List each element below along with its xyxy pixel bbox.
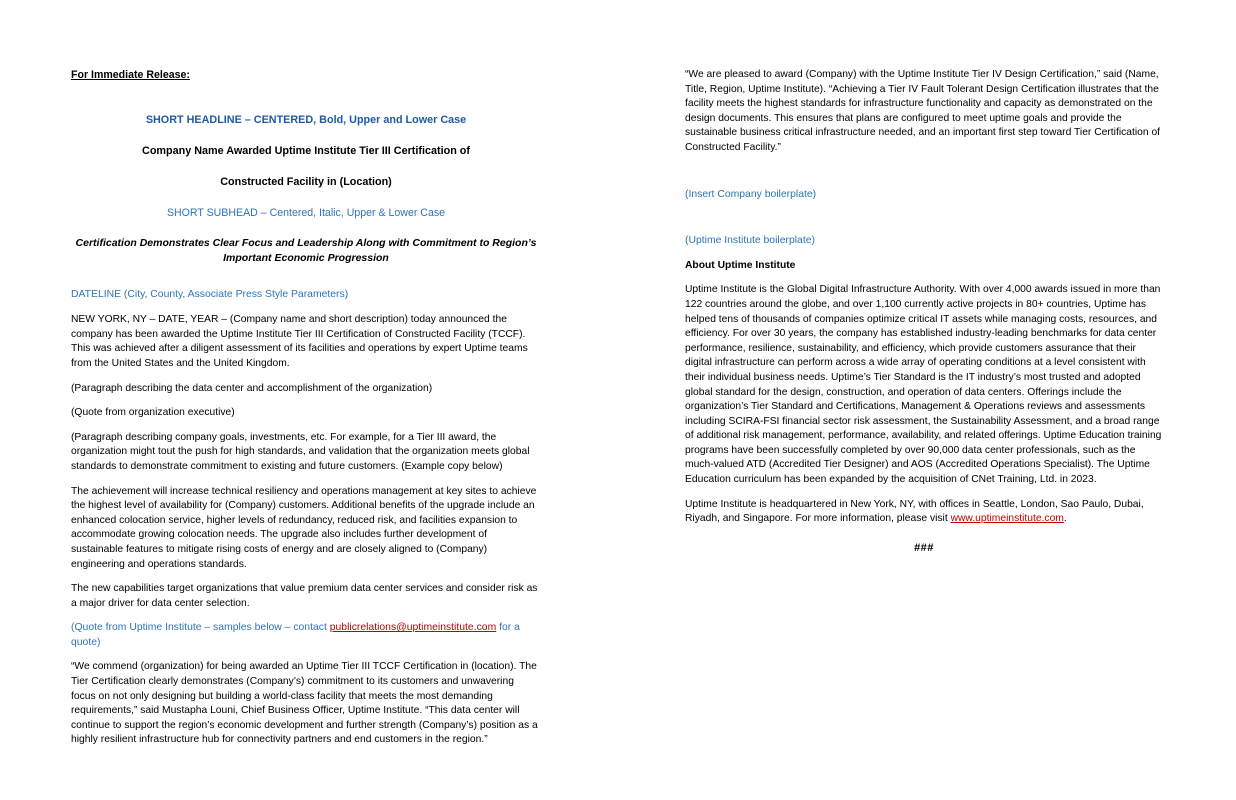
public-relations-email-link[interactable]: publicrelations@uptimeinstitute.com <box>329 622 497 634</box>
two-column-layout <box>0 68 1236 758</box>
headline-placeholder: SHORT HEADLINE – CENTERED, Bold, Upper and Lower Case <box>145 113 467 126</box>
uptime-quote-note-prefix: (Quote from Uptime Institute – samples below – contact <box>71 622 330 634</box>
end-of-release-mark: ### <box>914 541 934 554</box>
uptime-quote-note-suffix: for a quote) <box>71 622 520 648</box>
company-boilerplate-note: (Insert Company boilerplate) <box>685 188 817 200</box>
dateline-placeholder: DATELINE (City, County, Associate Press Style Parameters) <box>71 288 349 300</box>
uptime-institute-website-link[interactable]: www.uptimeinstitute.com <box>950 513 1064 525</box>
uptime-boilerplate-note: (Uptime Institute boilerplate) <box>685 235 815 247</box>
headline-line-2: Constructed Facility in (Location) <box>220 175 392 188</box>
headquarters-text-suffix: . <box>1063 513 1067 525</box>
capabilities-paragraph: The new capabilities target organizations that value premium data center services and consider risk as a major driver for data center selection. <box>71 583 538 609</box>
for-immediate-release-label: For Immediate Release: <box>71 69 190 81</box>
about-uptime-institute-heading: About Uptime Institute <box>685 259 796 271</box>
right-column <box>685 68 1163 555</box>
award-quote-paragraph: “We are pleased to award (Company) with the Uptime Institute Tier IV Design Certification,” said (Name, Title, Region, Uptime Institute). “Achieving a Tier IV Fault Tolerant Design Certification illustrates that the facility meets the highest standards for infrastructure functionality and capacity as demonstrated on the design documents. This ensures that plans are configured to meet uptime goals and provide the sustainable business critical infrastructure needed, and an important first step toward Tier Certification of Constructed Facility.” <box>685 69 1161 153</box>
uptime-quote-note <box>71 621 541 650</box>
headquarters-paragraph <box>685 498 1163 527</box>
note-company-goals: (Paragraph describing company goals, investments, etc. For example, for a Tier III award, the organization might tout the push for high standards, and validation that the organization meets global standards to demonstrate commitment to existing and future customers. (Example copy below) <box>71 431 530 472</box>
headline-line-1: Company Name Awarded Uptime Institute Tier III Certification of <box>142 144 470 157</box>
left-column <box>71 68 541 758</box>
spacer-above-uptime-boilerplate <box>685 212 1163 234</box>
note-data-center-paragraph: (Paragraph describing the data center and accomplishment of the organization) <box>71 382 433 394</box>
lead-paragraph: NEW YORK, NY – DATE, YEAR – (Company name and short description) today announced the company has been awarded the Uptime Institute Tier III Certification of Constructed Facility (TCCF). This was achieved after a diligent assessment of its facilities and operations by expert Uptime teams from the United States and the United Kingdom. <box>71 314 528 369</box>
achievement-paragraph: The achievement will increase technical resiliency and operations management at key sites to achieve the highest level of availability for (Company) customers. Additional benefits of the upgrade include an enhanced colocation service, higher levels of redundancy, reduced risk, and facilities expansion to accommodate growing colocation needs. The upgrade also includes further development of sustainable features to mitigate rising costs of energy and are closely aligned to (Company) engineering and operations standards. <box>71 485 537 570</box>
headquarters-text: Uptime Institute is headquartered in New York, NY, with offices in Seattle, London, Sao Paulo, Dubai, Riyadh, and Singapore. For more information, please visit <box>685 498 1144 525</box>
about-uptime-institute-paragraph: Uptime Institute is the Global Digital Infrastructure Authority. With over 4,000 awards issued in more than 122 countries around the globe, and over 1,100 currently active projects in 80+ countries, Uptime has helped tens of thousands of companies optimize critical IT assets while managing costs, resources, and efficiency. For over 30 years, the company has established industry-leading benchmarks for data center performance, resilience, sustainability, and efficiency, which provide customers assurance that their digital infrastructure can perform across a wide array of operating conditions at a level consistent with their individual business needs. Uptime’s Tier Standard is the IT industry’s most trusted and adopted global standard for the design, construction, and operation of data centers. Offerings include the organization’s Tier Standard and Certifications, Management & Operations reviews and assessments including SCIRA-FSI financial sector risk assessment, the Sustainability Assessment, and a broad range of additional risk management, performance, availability, and related offerings. Uptime Education training programs have been successfully completed by over 90,000 data center professionals, such as the much-valued ATD (Accredited Tier Designer) and AOS (Accredited Operations Specialist). The Uptime Education curriculum has been expanded by the acquisition of CNet Training, Ltd. in 2023. <box>685 284 1162 486</box>
commend-quote-paragraph: “We commend (organization) for being awarded an Uptime Tier III TCCF Certification in (location). The Tier Certification clearly demonstrates (Company’s) commitment to its customers and unwavering focus on not only designing but building a world-class facility that meets the most demanding requirements,” said Mustapha Louni, Chief Business Officer, Uptime Institute. “This data center will continue to support the region’s economic development and further strength (Company’s) position as a highly resilient infrastructure hub for connectivity partners and end customers in the region.” <box>71 661 538 746</box>
subhead-placeholder: SHORT SUBHEAD – Centered, Italic, Upper & Lower Case <box>166 206 446 219</box>
spacer-above-company-boilerplate <box>685 166 1163 188</box>
note-executive-quote: (Quote from organization executive) <box>71 407 235 419</box>
subhead-text: Certification Demonstrates Clear Focus and Leadership Along with Commitment to Region’s Important Economic Progression <box>75 236 537 265</box>
